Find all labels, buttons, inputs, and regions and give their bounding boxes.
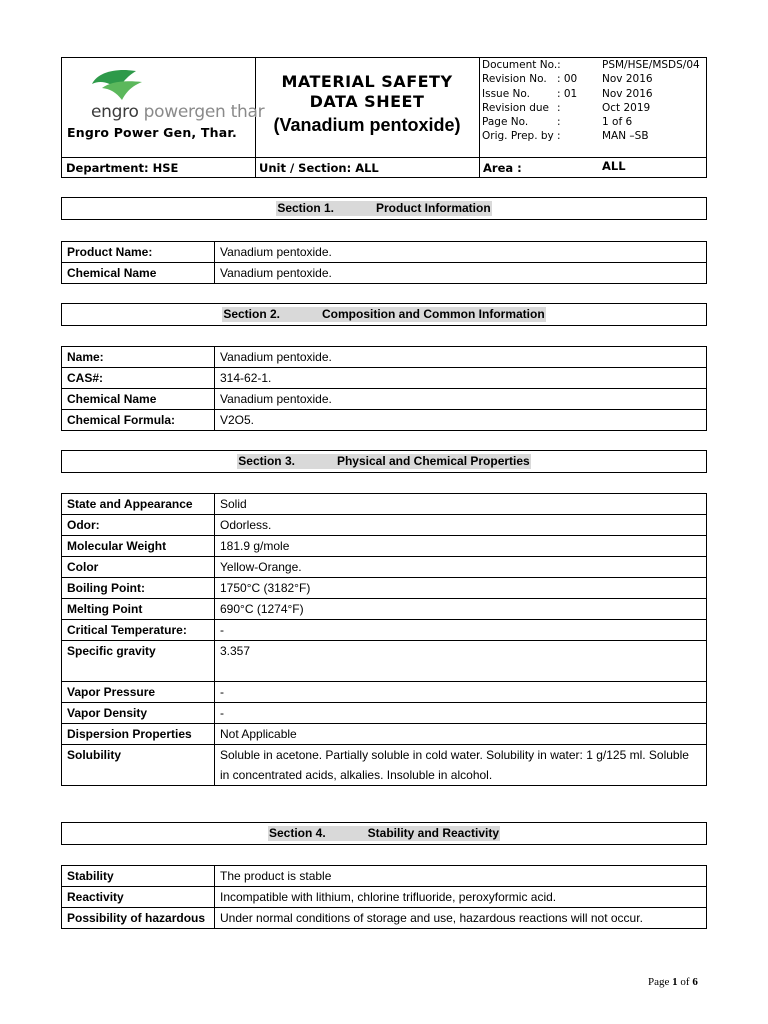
- table-row: [62, 347, 707, 368]
- title-line-2: DATA SHEET: [309, 92, 425, 111]
- meta-value: Nov 2016: [602, 87, 653, 100]
- meta-row: [482, 72, 707, 86]
- department-label: Department: HSE: [66, 161, 179, 175]
- footer-total-pages: 6: [692, 976, 698, 988]
- table-row: [62, 263, 707, 284]
- row-label: Chemical Name: [62, 389, 215, 410]
- section-number: Section 1.: [277, 201, 334, 215]
- row-label: Color: [62, 557, 215, 578]
- table-row: [62, 866, 707, 887]
- section-title: Stability and Reactivity: [367, 826, 500, 840]
- logo-word-engro: engro: [91, 102, 139, 122]
- table-row: [62, 410, 707, 431]
- table-row: [62, 536, 707, 557]
- section-3-banner: [61, 450, 707, 473]
- row-value: Vanadium pentoxide.: [215, 347, 707, 368]
- row-value: Yellow-Orange.: [215, 557, 707, 578]
- row-value: 1750°C (3182°F): [215, 578, 707, 599]
- table-row: [62, 724, 707, 745]
- meta-key: Revision due: [482, 101, 549, 114]
- row-value: The product is stable: [215, 866, 707, 887]
- row-label: Vapor Density: [62, 703, 215, 724]
- row-value: 690°C (1274°F): [215, 599, 707, 620]
- row-label: Possibility of hazardous: [62, 908, 215, 929]
- section-heading: [276, 201, 491, 216]
- table-row: [62, 515, 707, 536]
- table-row: [62, 887, 707, 908]
- header-divider: [479, 58, 480, 178]
- table-row: [62, 745, 707, 786]
- table-row: [62, 620, 707, 641]
- area-value: ALL: [602, 159, 626, 173]
- document-title: [256, 72, 478, 138]
- composition-table: [61, 346, 707, 431]
- section-title: Product Information: [376, 201, 491, 215]
- row-label: Critical Temperature:: [62, 620, 215, 641]
- physical-chemical-properties-table: [61, 493, 707, 786]
- row-value: 3.357: [215, 641, 707, 682]
- unit-section-label: Unit / Section: ALL: [259, 161, 379, 175]
- meta-colon: :: [557, 116, 561, 129]
- meta-value: PSM/HSE/MSDS/04: [602, 59, 700, 71]
- row-label: Vapor Pressure: [62, 682, 215, 703]
- row-value: Odorless.: [215, 515, 707, 536]
- row-label: Boiling Point:: [62, 578, 215, 599]
- header-divider: [62, 157, 706, 158]
- table-row: [62, 494, 707, 515]
- section-number: Section 3.: [238, 454, 295, 468]
- meta-key: Revision No.: [482, 73, 547, 86]
- table-row: [62, 682, 707, 703]
- row-label: Solubility: [62, 745, 215, 786]
- table-row: [62, 242, 707, 263]
- row-value: Vanadium pentoxide.: [215, 263, 707, 284]
- row-value: Incompatible with lithium, chlorine trifluoride, peroxyformic acid.: [215, 887, 707, 908]
- row-label: Dispersion Properties: [62, 724, 215, 745]
- document-meta: [482, 58, 707, 144]
- row-value: Vanadium pentoxide.: [215, 389, 707, 410]
- table-row: [62, 908, 707, 929]
- row-value: Solid: [215, 494, 707, 515]
- row-value: -: [215, 703, 707, 724]
- meta-value: Nov 2016: [602, 73, 653, 86]
- table-row: [62, 578, 707, 599]
- area-label: Area :: [483, 161, 522, 175]
- meta-value: Oct 2019: [602, 101, 651, 114]
- section-heading: [222, 307, 545, 322]
- table-row: [62, 703, 707, 724]
- page-number-footer: [648, 976, 698, 988]
- section-1-banner: [61, 197, 707, 220]
- meta-row: [482, 87, 707, 101]
- meta-key: Document No.:: [482, 59, 561, 71]
- row-label: Melting Point: [62, 599, 215, 620]
- section-number: Section 4.: [268, 826, 326, 840]
- table-row: [62, 599, 707, 620]
- row-value: -: [215, 620, 707, 641]
- row-value: Vanadium pentoxide.: [215, 242, 707, 263]
- meta-colon: :: [557, 130, 561, 143]
- meta-value: MAN –SB: [602, 130, 649, 143]
- section-title: Physical and Chemical Properties: [336, 454, 530, 468]
- row-value: Under normal conditions of storage and use, hazardous reactions will not occur.: [215, 908, 707, 929]
- table-row: [62, 389, 707, 410]
- row-label: State and Appearance: [62, 494, 215, 515]
- meta-row: [482, 129, 707, 143]
- leaf-logo-icon: [88, 68, 148, 102]
- meta-colon: : 00: [557, 73, 578, 86]
- logo-wordmark: [91, 102, 264, 122]
- company-logo: [74, 68, 265, 128]
- footer-current-page: 1: [672, 976, 678, 988]
- row-label: Reactivity: [62, 887, 215, 908]
- meta-row: [482, 101, 707, 115]
- meta-value: 1 of 6: [602, 116, 633, 129]
- row-label: CAS#:: [62, 368, 215, 389]
- row-value: Soluble in acetone. Partially soluble in cold water. Solubility in water: 1 g/125 ml. Soluble in concentrated acids, alkalies. Insoluble in alcohol.: [215, 745, 707, 786]
- section-4-banner: [61, 822, 707, 845]
- row-value: Not Applicable: [215, 724, 707, 745]
- section-number: Section 2.: [223, 307, 281, 321]
- document-header: [61, 57, 707, 178]
- row-label: Chemical Name: [62, 263, 215, 284]
- section-heading: [268, 826, 500, 841]
- meta-key: Page No.: [482, 116, 529, 129]
- section-2-banner: [61, 303, 707, 326]
- meta-colon: : 01: [557, 87, 578, 100]
- row-value: V2O5.: [215, 410, 707, 431]
- row-label: Specific gravity: [62, 641, 215, 682]
- footer-prefix: Page: [648, 976, 673, 988]
- row-label: Molecular Weight: [62, 536, 215, 557]
- row-label: Stability: [62, 866, 215, 887]
- product-information-table: [61, 241, 707, 284]
- meta-key: Orig. Prep. by: [482, 130, 554, 143]
- row-label: Product Name:: [62, 242, 215, 263]
- table-row: [62, 557, 707, 578]
- row-value: 181.9 g/mole: [215, 536, 707, 557]
- table-row: [62, 368, 707, 389]
- section-title: Composition and Common Information: [322, 307, 545, 321]
- table-row: [62, 641, 707, 682]
- meta-row: [482, 115, 707, 129]
- meta-row: [482, 58, 707, 72]
- title-chemical: (Vanadium pentoxide): [273, 115, 461, 135]
- meta-key: Issue No.: [482, 87, 530, 100]
- row-label: Name:: [62, 347, 215, 368]
- company-name: Engro Power Gen, Thar.: [67, 125, 237, 140]
- section-heading: [237, 454, 530, 469]
- row-label: Odor:: [62, 515, 215, 536]
- stability-reactivity-table: [61, 865, 707, 929]
- logo-word-powergen: powergen thar: [138, 102, 265, 122]
- row-label: Chemical Formula:: [62, 410, 215, 431]
- footer-middle: of: [677, 976, 693, 988]
- meta-colon: :: [557, 101, 561, 114]
- row-value: -: [215, 682, 707, 703]
- row-value: 314-62-1.: [215, 368, 707, 389]
- title-line-1: MATERIAL SAFETY: [281, 72, 453, 91]
